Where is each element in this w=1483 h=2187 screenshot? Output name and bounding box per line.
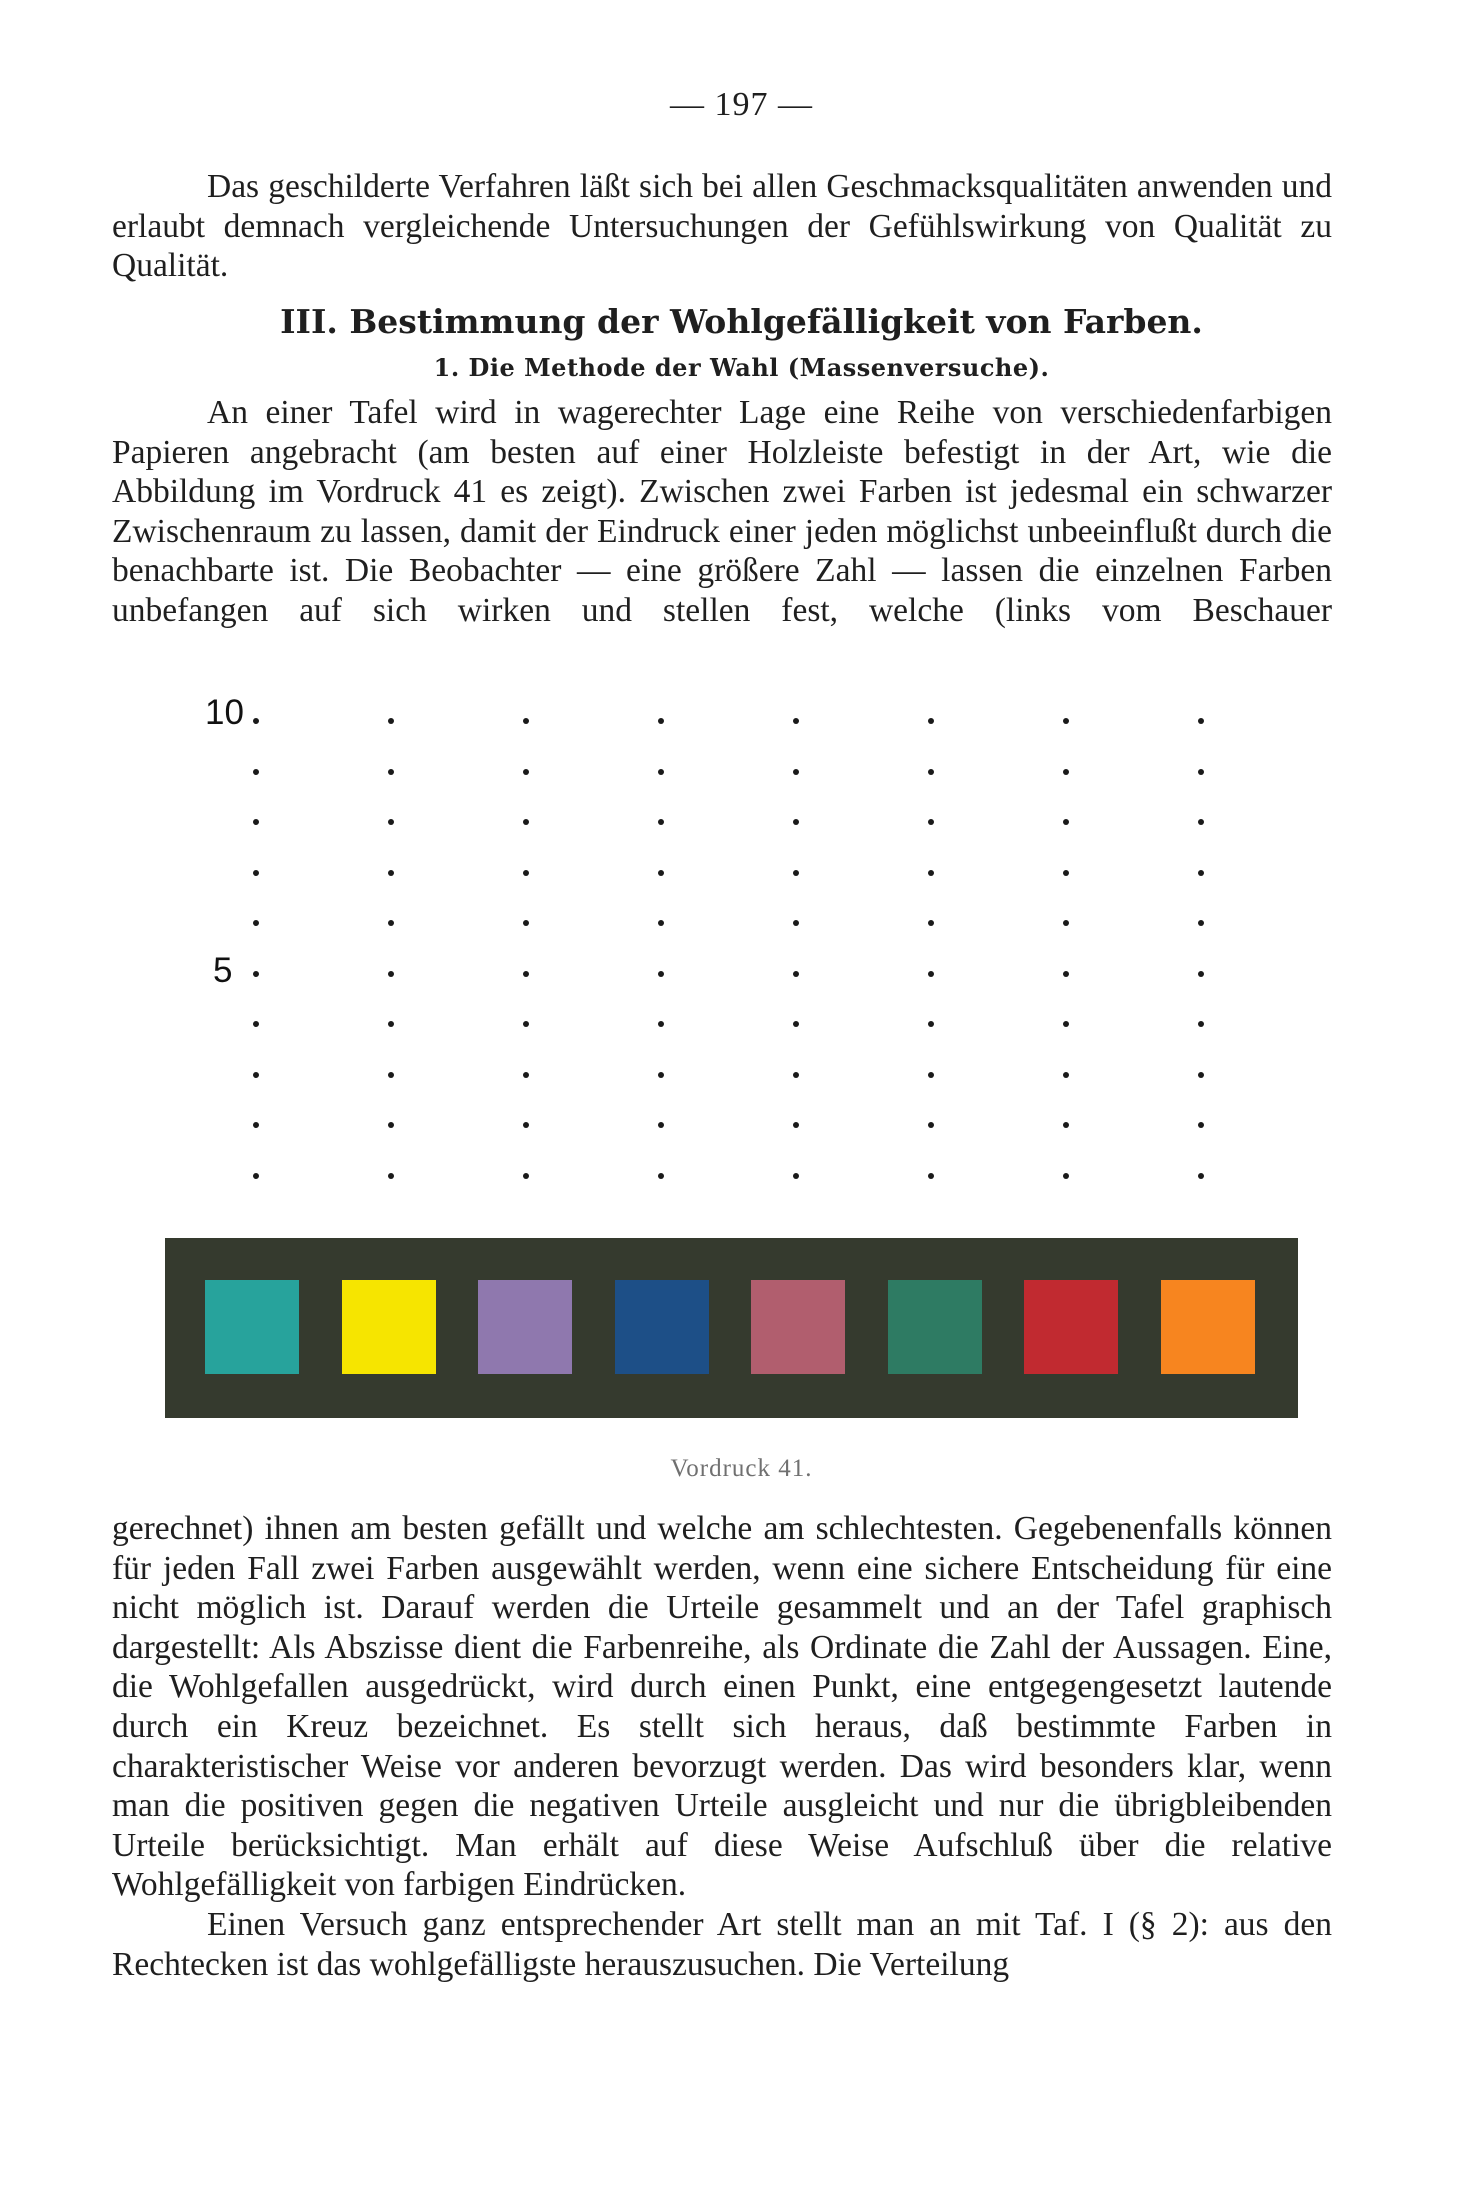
scale-label-5: 5	[213, 951, 233, 990]
grid-dot	[1063, 971, 1069, 977]
paragraph: An einer Tafel wird in wagerechter Lage eine Reihe von verschiedenfarbigen Papieren angebracht (am besten auf einer Holzleiste befestigt in der Art, wie die Abbildung im Vordruck 41 es zeigt). Zwischen zwei Farben ist jedesmal ein schwarzer Zwischenraum zu lassen, damit der Eindruck einer jeden möglichst unbeeinflußt durch die benachbarte ist. Die Beobachter — eine größere Zahl — lassen die einzelnen Farben unbefangen auf sich wirken und stellen fest, welche (links vom Beschauer	[112, 394, 1332, 629]
grid-dot	[1198, 1173, 1204, 1179]
grid-dot	[1198, 1072, 1204, 1078]
grid-dot	[658, 1072, 664, 1078]
color-swatch	[615, 1280, 709, 1374]
grid-dot	[658, 1122, 664, 1128]
grid-dot	[523, 1021, 529, 1027]
grid-dot	[793, 769, 799, 775]
grid-dot	[793, 1173, 799, 1179]
grid-dot	[388, 1122, 394, 1128]
grid-dot	[388, 819, 394, 825]
grid-dot	[388, 718, 394, 724]
grid-dot	[1063, 1173, 1069, 1179]
grid-dot	[658, 718, 664, 724]
grid-dot	[658, 769, 664, 775]
color-swatch	[1161, 1280, 1255, 1374]
grid-dot	[388, 769, 394, 775]
grid-dot	[388, 920, 394, 926]
grid-dot	[793, 920, 799, 926]
grid-dot	[928, 769, 934, 775]
color-swatch	[342, 1280, 436, 1374]
grid-dot	[793, 971, 799, 977]
grid-dot	[1063, 1072, 1069, 1078]
grid-dot	[253, 1122, 259, 1128]
grid-dot	[523, 1173, 529, 1179]
color-swatch	[888, 1280, 982, 1374]
grid-dot	[928, 971, 934, 977]
grid-dot	[1063, 769, 1069, 775]
grid-dot	[253, 819, 259, 825]
grid-dot	[1198, 769, 1204, 775]
grid-dot	[1198, 718, 1204, 724]
grid-dot	[523, 1122, 529, 1128]
grid-dot	[928, 1072, 934, 1078]
grid-dot	[523, 819, 529, 825]
paragraph: gerechnet) ihnen am besten gefällt und welche am schlechtesten. Gegebenenfalls können für jeden Fall zwei Farben ausgewählt werden, wenn eine sichere Entscheidung für eine nicht möglich ist. Darauf werden die Urteile gesammelt und an der Tafel graphisch dargestellt: Als Abszisse dient die Farbenreihe, als Ordinate die Zahl der Aussagen. Eine, die Wohlgefallen ausgedrückt, wird durch einen Punkt, eine entgegengesetzt lautende durch ein Kreuz bezeichnet. Es stellt sich heraus, daß bestimmte Farben in charakteristischer Weise vor anderen bevorzugt werden. Das wird besonders klar, wenn man die positiven gegen die negativen Urteile ausgleicht und nur die übrigbleibenden Urteile berücksichtigt. Man erhält auf diese Weise Aufschluß über die relative Wohlgefälligkeit von farbigen Eindrücken.	[112, 1510, 1332, 1904]
grid-dot	[1063, 920, 1069, 926]
grid-dot	[658, 971, 664, 977]
grid-dot	[388, 1173, 394, 1179]
grid-dot	[253, 870, 259, 876]
grid-dot	[523, 971, 529, 977]
grid-dot	[253, 718, 259, 724]
grid-dot	[928, 920, 934, 926]
grid-dot	[928, 870, 934, 876]
page-number: — 197 —	[670, 86, 813, 123]
grid-dot	[658, 819, 664, 825]
grid-dot	[658, 1021, 664, 1027]
grid-dot	[1198, 1122, 1204, 1128]
subsection-heading: 1. Die Methode der Wahl (Massenversuche).	[433, 353, 1050, 382]
grid-dot	[523, 718, 529, 724]
grid-dot	[793, 1072, 799, 1078]
paragraph: Das geschilderte Verfahren läßt sich bei allen Geschmacksqualitäten anwenden und erlaubt demnach vergleichende Untersuchungen der Gefühlswirkung von Qualität zu Qualität.	[112, 168, 1332, 285]
scale-label-10: 10	[205, 693, 244, 732]
section-heading: III. Bestimmung der Wohlgefälligkeit von Farben.	[280, 302, 1203, 341]
grid-dot	[523, 1072, 529, 1078]
grid-dot	[523, 920, 529, 926]
color-swatch	[751, 1280, 845, 1374]
grid-dot	[1198, 971, 1204, 977]
grid-dot	[523, 769, 529, 775]
grid-dot	[1063, 718, 1069, 724]
grid-dot	[1198, 819, 1204, 825]
grid-dot	[793, 870, 799, 876]
grid-dot	[928, 718, 934, 724]
grid-dot	[658, 920, 664, 926]
grid-dot	[253, 1173, 259, 1179]
grid-dot	[253, 1072, 259, 1078]
grid-dot	[793, 718, 799, 724]
grid-dot	[253, 971, 259, 977]
color-swatch-board	[165, 1238, 1298, 1418]
grid-dot	[253, 920, 259, 926]
grid-dot	[1198, 920, 1204, 926]
grid-dot	[1063, 1021, 1069, 1027]
grid-dot	[658, 870, 664, 876]
grid-dot	[793, 819, 799, 825]
grid-dot	[1198, 1021, 1204, 1027]
grid-dot	[388, 870, 394, 876]
color-swatch	[205, 1280, 299, 1374]
color-swatch	[1024, 1280, 1118, 1374]
grid-dot	[1063, 870, 1069, 876]
grid-dot	[1198, 870, 1204, 876]
grid-dot	[388, 1072, 394, 1078]
grid-dot	[793, 1122, 799, 1128]
grid-dot	[928, 1173, 934, 1179]
grid-dot	[388, 971, 394, 977]
grid-dot	[928, 1021, 934, 1027]
grid-dot	[388, 1021, 394, 1027]
grid-dot	[253, 769, 259, 775]
paragraph: Einen Versuch ganz entsprechender Art stellt man an mit Taf. I (§ 2): aus den Rechtecken ist das wohlgefälligste herauszusuchen. Die Verteilung	[112, 1906, 1332, 1983]
color-swatch	[478, 1280, 572, 1374]
figure-caption: Vordruck 41.	[670, 1455, 813, 1482]
grid-dot	[523, 870, 529, 876]
grid-dot	[1063, 1122, 1069, 1128]
grid-dot	[658, 1173, 664, 1179]
grid-dot	[253, 1021, 259, 1027]
grid-dot	[928, 819, 934, 825]
grid-dot	[928, 1122, 934, 1128]
grid-dot	[793, 1021, 799, 1027]
grid-dot	[1063, 819, 1069, 825]
